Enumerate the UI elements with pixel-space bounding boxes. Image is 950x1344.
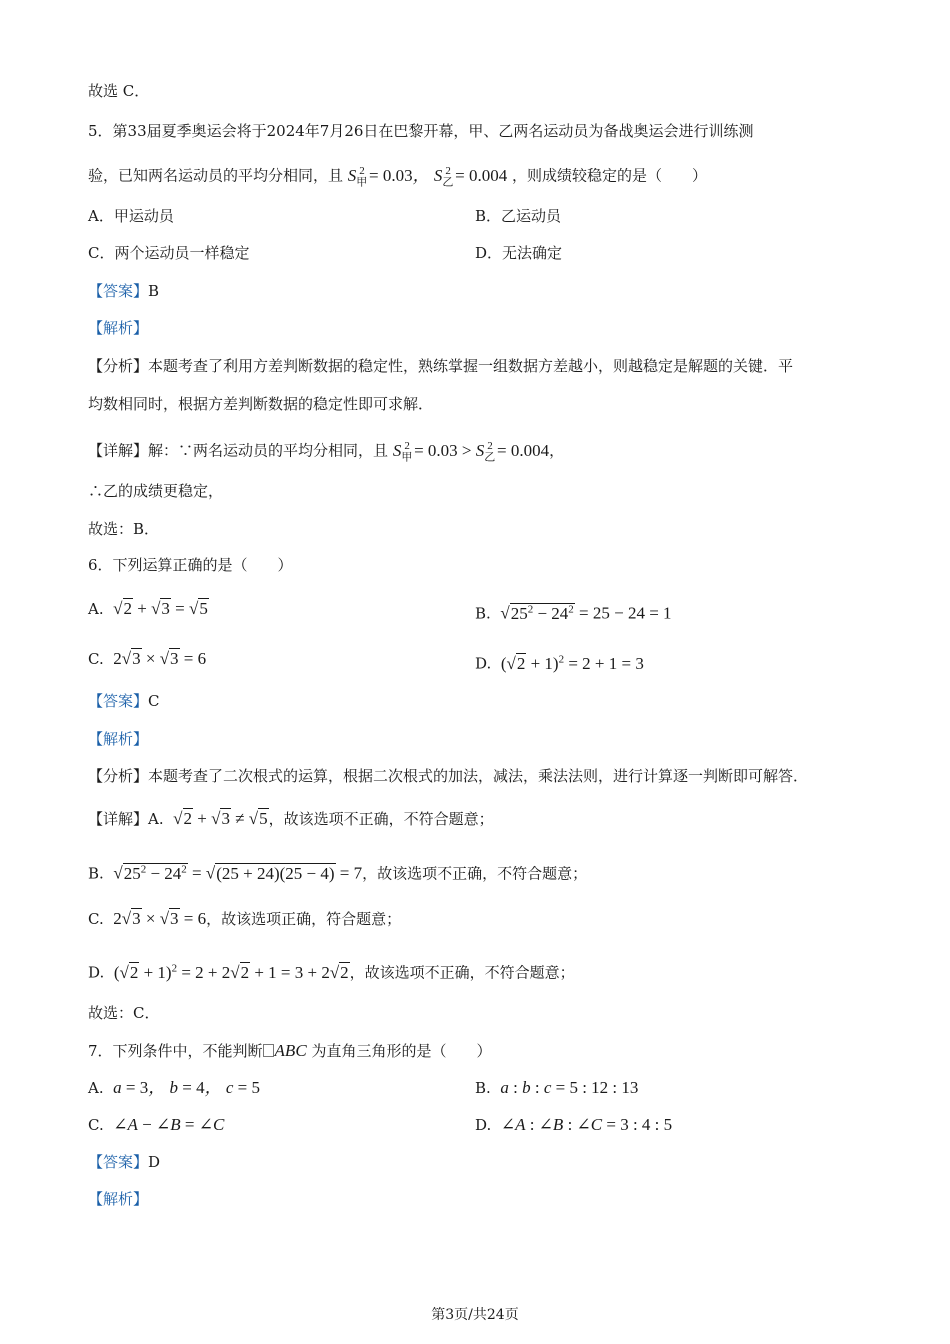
detail-verdict: ，故该选项正确，符合题意；: [206, 910, 402, 928]
answer-value: C: [148, 692, 160, 710]
q6-analysis-tag: 【解析】: [88, 730, 149, 748]
q7-option-b-formula: a : b : c = 5 : 12 : 13: [500, 1078, 639, 1097]
q6-option-d: [475, 648, 644, 675]
option-label: C.: [88, 650, 104, 668]
q7-option-b: [475, 1077, 638, 1099]
q7-option-c-formula: ∠A − ∠B = ∠C: [113, 1115, 225, 1134]
q7-triangle-name: ABC: [274, 1041, 307, 1060]
option-label: A.: [88, 600, 104, 618]
q5-fenxi-line2: 均数相同时，根据方差判断数据的稳定性即可求解．: [88, 395, 434, 413]
q6-option-d-formula: $(√2 + 1)^2 = 2 + 1 = 3$: [500, 653, 644, 673]
q6-detail-b: [88, 858, 587, 885]
xiangjie-tag: 【详解】: [88, 810, 149, 828]
q5-stem-line1: 5．第33届夏季奥运会将于2024年7月26日在巴黎开幕，甲、乙两名运动员为备战奥运会进行训练测: [88, 122, 754, 140]
q6-answer: [88, 690, 160, 712]
q6-option-b-formula: $√25^2 - 24^2 = 25 - 24 = 1$: [500, 603, 672, 623]
answer-tag: 【答案】: [88, 692, 149, 710]
q5-option-d: D．无法确定: [475, 244, 563, 262]
option-label: B.: [88, 864, 104, 883]
q7-option-d-formula: ∠A : ∠B : ∠C = 3 : 4 : 5: [500, 1115, 673, 1134]
detail-verdict: ，故该选项不正确，不符合题意；: [362, 864, 588, 883]
fenxi-tag: 【分析】: [88, 767, 149, 785]
q5-analysis-tag: 【解析】: [88, 319, 149, 337]
q7-answer: [88, 1151, 160, 1173]
q5-option-a: A．甲运动员: [88, 207, 174, 225]
q5-variance-compare: $S_甲^2 = 0.03 > S_乙^2 = 0.004$: [392, 440, 550, 464]
q7-stem-text: 7．下列条件中，不能判断: [88, 1042, 263, 1060]
q7-option-d: [475, 1114, 672, 1136]
option-label: B.: [475, 1079, 491, 1097]
q6-detail-a-formula: √2 + √3 ≠ √5: [173, 809, 268, 828]
detail-verdict: ，故该选项不正确，不符合题意；: [268, 810, 494, 828]
q5-stem-question: ，则成绩较稳定的是（ ）: [512, 166, 708, 185]
fenxi-text: 本题考查了二次根式的运算，根据二次根式的加法，减法，乘法法则，进行计算逐一判断即可解答．: [148, 767, 809, 785]
answer-tag: 【答案】: [88, 282, 149, 300]
q7-option-a-formula: a = 3， b = 4， c = 5: [113, 1078, 260, 1097]
q6-detail-c-formula: 2√3 × √3 = 6: [113, 909, 207, 928]
xiangjie-text: 解：∵两名运动员的平均分相同，且: [148, 441, 389, 460]
triangle-symbol: [263, 1044, 274, 1057]
q5-fenxi-line1: [88, 355, 793, 377]
q5-variance-formula: $S_甲^2 = 0.03$， $S_乙^2 = 0.004$: [347, 165, 508, 189]
q5-option-b: B．乙运动员: [475, 207, 562, 225]
q6-option-a-formula: √2 + √3 = √5: [113, 599, 208, 618]
q6-detail-a: [88, 808, 494, 830]
q6-detail-c: [88, 908, 401, 930]
q6-option-a: [88, 598, 209, 620]
answer-tag: 【答案】: [88, 1153, 149, 1171]
q7-option-a: [88, 1077, 260, 1099]
q6-fenxi: [88, 765, 808, 787]
q7-option-c: [88, 1114, 224, 1136]
fenxi-tag: 【分析】: [88, 357, 149, 375]
q7-stem: [88, 1040, 491, 1062]
q5-xiangjie-line1: 【详解】解：∵两名运动员的平均分相同，且 $S_甲^2 = 0.03 > S_乙^2 = 0.004$，: [88, 440, 565, 464]
answer-value: D: [148, 1153, 161, 1171]
answer-value: B: [148, 282, 160, 300]
q6-detail-d: [88, 957, 575, 984]
option-label: D.: [88, 963, 105, 982]
prev-answer-choice: 故选 C．: [88, 82, 150, 100]
q5-stem-line2: [88, 160, 707, 193]
q7-analysis-tag: 【解析】: [88, 1190, 149, 1208]
q5-option-c: C．两个运动员一样稳定: [88, 244, 250, 262]
q5-therefore: ∴乙的成绩更稳定，: [88, 482, 224, 500]
q6-option-c-formula: 2√3 × √3 = 6: [113, 649, 207, 668]
option-label: B.: [475, 604, 491, 623]
q5-stem-text: 验，已知两名运动员的平均分相同，且: [88, 166, 344, 185]
option-label: C.: [88, 1116, 104, 1134]
q5-choose: 故选：B．: [88, 520, 160, 538]
fenxi-text: 本题考查了利用方差判断数据的稳定性，熟练掌握一组数据方差越小，则越稳定是解题的关键．平: [148, 357, 794, 375]
option-label: D.: [475, 654, 492, 673]
option-label: C.: [88, 910, 104, 928]
xiangjie-tag: 【详解】: [88, 441, 149, 460]
q6-stem: 6．下列运算正确的是（ ）: [88, 556, 293, 574]
option-label: A.: [88, 1079, 104, 1097]
option-label: A.: [148, 810, 164, 828]
q6-option-b: [475, 598, 672, 625]
q6-detail-d-formula: $(√2 + 1)^2 = 2 + 2√2 + 1 = 3 + 2√2$: [113, 962, 349, 982]
q6-detail-b-formula: $√25^2 - 24^2 = √(25 + 24)(25 - 4) = 7$: [113, 863, 363, 883]
option-label: D.: [475, 1116, 492, 1134]
q5-answer: [88, 280, 159, 302]
page-footer: 第3页/共24页: [431, 1307, 519, 1323]
q6-option-c: [88, 648, 206, 670]
q6-choose: 故选：C．: [88, 1004, 160, 1022]
detail-verdict: ，故该选项不正确，不符合题意；: [349, 963, 575, 982]
q7-stem-question: 为直角三角形的是（ ）: [311, 1042, 492, 1060]
